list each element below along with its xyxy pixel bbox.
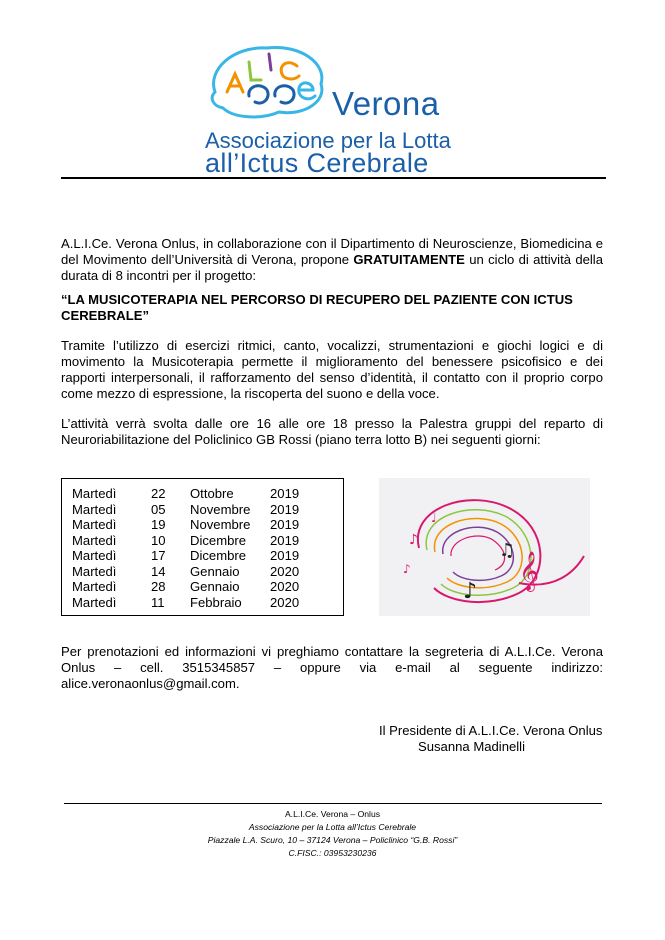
schedule-date: 22 (151, 486, 166, 501)
alice-logo (205, 40, 475, 180)
schedule-day: Martedì (72, 594, 117, 610)
schedule-day: Martedì (72, 579, 117, 594)
intro-text-b: un ciclo di attività della durata di 8 incontri per il progetto: (61, 252, 603, 283)
treble-clef-icon (519, 551, 539, 592)
svg-text:♪: ♪ (403, 562, 411, 576)
footer-address-text: Piazzale L.A. Scuro, 10 – 37124 Verona – Policlinico “G.B. Rossi” (207, 835, 458, 845)
schedule-year: 2019 (270, 501, 300, 517)
svg-text:♩: ♩ (431, 511, 437, 525)
brain-logo-graphic (205, 40, 330, 120)
schedule-date: 05 (151, 501, 166, 517)
schedule-date: 10 (151, 532, 166, 548)
footer-tax-code-text: C.FISC.: 03953230236 (288, 848, 377, 858)
footer-divider (64, 803, 602, 804)
schedule-month: Novembre (190, 501, 251, 517)
signature-role: Il Presidente di A.L.I.Ce. Verona Onlus (379, 723, 603, 738)
schedule-day: Martedì (72, 563, 117, 579)
schedule-year: 2020 (270, 594, 300, 610)
music-notes-illustration (379, 478, 590, 616)
schedule-date: 11 (151, 594, 165, 610)
footer-association-text: Associazione per la Lotta all’Ictus Cerebrale (248, 822, 417, 832)
schedule-date: 14 (151, 563, 166, 579)
schedule-day: Martedì (72, 532, 117, 548)
schedule-month: Febbraio (190, 594, 242, 610)
signature-name: Susanna Madinelli (418, 739, 526, 754)
logo-tagline-1: Associazione per la Lotta (205, 128, 451, 153)
schedule-month: Novembre (190, 517, 251, 532)
schedule-month: Ottobre (190, 486, 234, 501)
schedule-year: 2020 (270, 563, 300, 579)
logo-letter-l (249, 62, 261, 80)
schedule-day: Martedì (72, 517, 117, 532)
logo-letter-a (227, 74, 243, 92)
svg-text:♪: ♪ (409, 532, 418, 548)
schedule-month: Dicembre (190, 548, 247, 563)
schedule-day: Martedì (72, 486, 117, 501)
schedule-month: Gennaio (190, 563, 240, 579)
svg-text:♪: ♪ (463, 579, 478, 604)
schedule-year: 2020 (270, 579, 300, 594)
venue-paragraph: L’attività verrà svolta dalle ore 16 alle ore 18 presso la Palestra gruppi del reparto di Neuroriabilitazione del Policlinico GB Rossi (piano terra lotto B) nei seguenti giorni: (61, 416, 603, 447)
contact-paragraph: Per prenotazioni ed informazioni vi preghiamo contattare la segreteria di A.L.I.Ce. Verona Onlus – cell. 3515345857 – oppure via e-mail al seguente indirizzo: alice.veronaonlus@gmail.com. (61, 644, 603, 691)
schedule-date: 17 (151, 548, 166, 563)
schedule-month: Gennaio (190, 579, 240, 594)
svg-text:♫: ♫ (499, 540, 516, 561)
schedule-year: 2019 (270, 517, 300, 532)
schedule-month: Dicembre (190, 532, 247, 548)
footer-tax-code (0, 847, 665, 860)
intro-paragraph (61, 236, 603, 284)
logo-tagline-2: all’Ictus Cerebrale (205, 148, 429, 178)
schedule-day: Martedì (72, 548, 117, 563)
logo-letter-i (269, 54, 271, 70)
schedule-year: 2019 (270, 548, 300, 563)
intro-text-a: A.L.I.Ce. Verona Onlus, in collaborazione con il Dipartimento di Neuroscienze, Biomedicina e del Movimento dell’Università di Verona, propone (61, 236, 603, 267)
footer-address (0, 834, 665, 847)
schedule-date: 28 (151, 579, 166, 594)
project-title: “LA MUSICOTERAPIA NEL PERCORSO DI RECUPERO DEL PAZIENTE CON ICTUS CEREBRALE” (61, 292, 573, 323)
header-divider (61, 177, 606, 179)
schedule-date: 19 (151, 517, 166, 532)
description-paragraph: Tramite l’utilizzo di esercizi ritmici, canto, vocalizzi, strumentazioni e giochi logici e di movimento la Musicoterapia permette il miglioramento del benessere psicofisico e dei rapporti interpersonali, il rafforzamento del senso d’identità, il contatto con il proprio corpo come mezzo di espressione, la riscoperta del suono e della voce. (61, 338, 603, 401)
schedule-year: 2019 (270, 532, 300, 548)
logo-city-name: Verona (332, 85, 440, 122)
schedule-year: 2019 (270, 486, 300, 501)
logo-letter-c (281, 63, 299, 79)
schedule-day: Martedì (72, 501, 117, 517)
footer-org: A.L.I.Ce. Verona – Onlus (284, 809, 381, 819)
svg-text:𝄞: 𝄞 (519, 551, 540, 591)
intro-bold-text: GRATUITAMENTE (353, 252, 465, 267)
logo-letter-e (299, 83, 315, 99)
schedule-table (61, 478, 344, 616)
footer-association (0, 821, 665, 834)
